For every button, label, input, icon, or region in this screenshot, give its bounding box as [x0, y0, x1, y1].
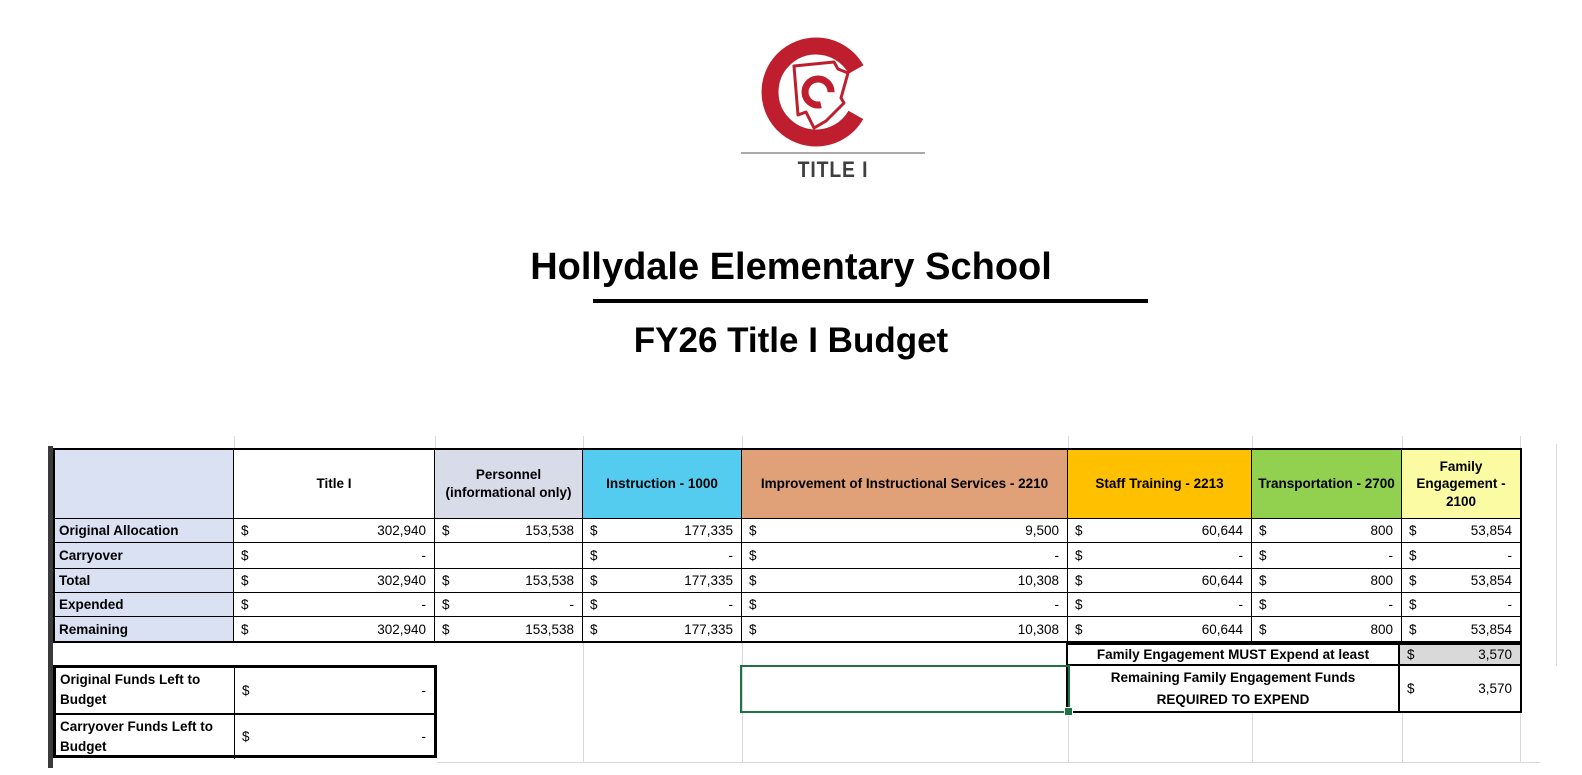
- currency-symbol: $: [442, 597, 450, 612]
- amount: 3,570: [1478, 647, 1512, 662]
- currency-symbol: $: [442, 523, 450, 538]
- amount: 800: [1370, 523, 1393, 538]
- cell-expended-personnel[interactable]: [435, 593, 583, 617]
- currency-symbol: $: [749, 621, 757, 637]
- cell-remaining-staff-training[interactable]: [1068, 617, 1252, 641]
- amount: 177,335: [684, 573, 733, 588]
- currency-symbol: $: [1409, 548, 1417, 563]
- cell-expended-family-engagement[interactable]: [1402, 593, 1520, 617]
- remaining-required-label[interactable]: [1068, 666, 1400, 711]
- amount: -: [728, 548, 733, 563]
- amount: -: [1507, 597, 1512, 612]
- logo-caption: TITLE I: [797, 157, 869, 182]
- cell-original-allocation-transportation[interactable]: [1252, 519, 1402, 543]
- amount: 177,335: [684, 523, 733, 538]
- currency-symbol: $: [442, 573, 450, 588]
- currency-symbol: $: [241, 621, 249, 637]
- school-title-underline: [593, 299, 1148, 303]
- carryover-funds-left-label[interactable]: Carryover Funds Left to Budget: [56, 715, 235, 760]
- amount: 10,308: [1017, 573, 1059, 588]
- remaining-required-value-cell[interactable]: [1400, 666, 1520, 711]
- currency-symbol: $: [590, 621, 598, 637]
- funds-left-block: [53, 665, 437, 758]
- cell-carryover-instruction[interactable]: [583, 543, 742, 569]
- currency-symbol: $: [590, 573, 598, 588]
- currency-symbol: $: [749, 523, 757, 538]
- cell-remaining-instruction[interactable]: [583, 617, 742, 641]
- row-label-carryover[interactable]: Carryover: [55, 543, 234, 569]
- cell-total-staff-training[interactable]: [1068, 569, 1252, 593]
- active-cell-selection[interactable]: [740, 665, 1070, 713]
- currency-symbol: $: [242, 682, 250, 698]
- amount: 60,644: [1201, 523, 1243, 538]
- currency-symbol: $: [590, 523, 598, 538]
- cell-original-allocation-title-i[interactable]: [234, 519, 435, 543]
- amount: -: [728, 597, 733, 612]
- currency-symbol: $: [442, 621, 450, 637]
- currency-symbol: $: [241, 573, 249, 588]
- cell-carryover-transportation[interactable]: [1252, 543, 1402, 569]
- header-personnel[interactable]: Personnel (informational only): [435, 450, 583, 519]
- cell-total-personnel[interactable]: [435, 569, 583, 593]
- cell-total-family-engagement[interactable]: [1402, 569, 1520, 593]
- cell-remaining-family-engagement[interactable]: [1402, 617, 1520, 641]
- currency-symbol: $: [1075, 597, 1083, 612]
- cell-original-allocation-personnel[interactable]: [435, 519, 583, 543]
- cell-carryover-staff-training[interactable]: [1068, 543, 1252, 569]
- gridline: [583, 643, 584, 762]
- currency-symbol: $: [1409, 523, 1417, 538]
- gridline: [1556, 444, 1557, 666]
- cell-original-allocation-instruction[interactable]: [583, 519, 742, 543]
- cell-remaining-personnel[interactable]: [435, 617, 583, 641]
- currency-symbol: $: [1407, 681, 1415, 696]
- header-blank[interactable]: [55, 450, 234, 519]
- amount: 302,940: [377, 621, 426, 637]
- currency-symbol: $: [749, 573, 757, 588]
- gridline: [1068, 713, 1069, 762]
- header-staff-training-2213[interactable]: Staff Training - 2213: [1068, 450, 1252, 519]
- currency-symbol: $: [590, 548, 598, 563]
- header-family-engagement-2100[interactable]: Family Engagement - 2100: [1402, 450, 1520, 519]
- amount: -: [1054, 548, 1059, 563]
- remaining-required-line1: Remaining Family Engagement Funds: [1110, 669, 1356, 685]
- amount: 53,854: [1470, 621, 1512, 637]
- family-engagement-summary: [1066, 643, 1522, 713]
- currency-symbol: $: [1075, 621, 1083, 637]
- currency-symbol: $: [1075, 548, 1083, 563]
- cell-carryover-personnel[interactable]: [435, 543, 583, 569]
- cell-carryover-title-i[interactable]: [234, 543, 435, 569]
- amount: -: [1507, 548, 1512, 563]
- cell-expended-staff-training[interactable]: [1068, 593, 1252, 617]
- gridline: [1252, 713, 1253, 762]
- cell-expended-title-i[interactable]: [234, 593, 435, 617]
- amount: 153,538: [525, 573, 574, 588]
- budget-table: [53, 448, 1522, 643]
- amount: 302,940: [377, 573, 426, 588]
- cell-remaining-title-i[interactable]: [234, 617, 435, 641]
- amount: 3,570: [1478, 681, 1512, 696]
- currency-symbol: $: [1409, 597, 1417, 612]
- cell-expended-instruction[interactable]: [583, 593, 742, 617]
- amount: 53,854: [1470, 523, 1512, 538]
- cell-total-transportation[interactable]: [1252, 569, 1402, 593]
- amount: 153,538: [525, 523, 574, 538]
- gridline: [437, 762, 1540, 763]
- cell-total-improvement[interactable]: [742, 569, 1068, 593]
- amount: 153,538: [525, 621, 574, 637]
- must-expend-label[interactable]: Family Engagement MUST Expend at least: [1068, 645, 1400, 666]
- currency-symbol: $: [241, 548, 249, 563]
- cell-total-instruction[interactable]: [583, 569, 742, 593]
- header-title-i[interactable]: Title I: [234, 450, 435, 519]
- currency-symbol: $: [1075, 523, 1083, 538]
- currency-symbol: $: [1407, 647, 1415, 662]
- header-improvement-2210[interactable]: Improvement of Instructional Services - 2210: [742, 450, 1068, 519]
- currency-symbol: $: [590, 597, 598, 612]
- amount: -: [421, 682, 426, 698]
- currency-symbol: $: [1259, 597, 1267, 612]
- carryover-funds-left-value-cell[interactable]: [235, 715, 434, 760]
- row-label-remaining[interactable]: Remaining: [55, 617, 234, 641]
- amount: -: [421, 729, 426, 745]
- currency-symbol: $: [1259, 523, 1267, 538]
- currency-symbol: $: [1409, 573, 1417, 588]
- cobb-county-logo-icon: [750, 32, 882, 156]
- currency-symbol: $: [1075, 573, 1083, 588]
- remaining-required-line2: REQUIRED TO EXPEND: [1156, 691, 1310, 707]
- amount: 53,854: [1470, 573, 1512, 588]
- cell-original-allocation-improvement[interactable]: [742, 519, 1068, 543]
- header-instruction-1000[interactable]: Instruction - 1000: [583, 450, 742, 519]
- currency-symbol: $: [1259, 573, 1267, 588]
- gridline: [1402, 713, 1403, 762]
- currency-symbol: $: [242, 729, 250, 745]
- row-label-expended[interactable]: Expended: [55, 593, 234, 617]
- logo-divider: [741, 152, 925, 154]
- amount: 302,940: [377, 523, 426, 538]
- currency-symbol: $: [749, 548, 757, 563]
- cell-carryover-improvement[interactable]: [742, 543, 1068, 569]
- amount: -: [421, 597, 426, 612]
- cell-carryover-family-engagement[interactable]: [1402, 543, 1520, 569]
- amount: -: [569, 597, 574, 612]
- cell-remaining-transportation[interactable]: [1252, 617, 1402, 641]
- amount: 10,308: [1017, 621, 1059, 637]
- must-expend-value-cell[interactable]: [1400, 645, 1520, 666]
- amount: 60,644: [1201, 573, 1243, 588]
- amount: -: [1054, 597, 1059, 612]
- cell-total-title-i[interactable]: [234, 569, 435, 593]
- currency-symbol: $: [1409, 621, 1417, 637]
- amount: -: [1388, 548, 1393, 563]
- school-title: Hollydale Elementary School: [530, 246, 1052, 288]
- row-label-total[interactable]: Total: [55, 569, 234, 593]
- currency-symbol: $: [1259, 621, 1267, 637]
- cell-expended-improvement[interactable]: [742, 593, 1068, 617]
- gridline: [1520, 713, 1521, 762]
- cell-remaining-improvement[interactable]: [742, 617, 1068, 641]
- original-funds-left-value-cell[interactable]: [235, 668, 434, 715]
- currency-symbol: $: [1259, 548, 1267, 563]
- currency-symbol: $: [241, 523, 249, 538]
- currency-symbol: $: [241, 597, 249, 612]
- amount: 800: [1370, 573, 1393, 588]
- amount: -: [421, 548, 426, 563]
- amount: 800: [1370, 621, 1393, 637]
- selection-fill-handle[interactable]: [1064, 707, 1073, 716]
- row-label-original-allocation[interactable]: Original Allocation: [55, 519, 234, 543]
- amount: -: [1238, 597, 1243, 612]
- cell-original-allocation-staff-training[interactable]: [1068, 519, 1252, 543]
- amount: 177,335: [684, 621, 733, 637]
- header-transportation-2700[interactable]: Transportation - 2700: [1252, 450, 1402, 519]
- amount: -: [1238, 548, 1243, 563]
- currency-symbol: $: [749, 597, 757, 612]
- amount: 9,500: [1025, 523, 1059, 538]
- budget-title: FY26 Title I Budget: [633, 321, 949, 360]
- amount: -: [1388, 597, 1393, 612]
- cell-expended-transportation[interactable]: [1252, 593, 1402, 617]
- original-funds-left-label[interactable]: Original Funds Left to Budget: [56, 668, 235, 715]
- amount: 60,644: [1201, 621, 1243, 637]
- cell-original-allocation-family-engagement[interactable]: [1402, 519, 1520, 543]
